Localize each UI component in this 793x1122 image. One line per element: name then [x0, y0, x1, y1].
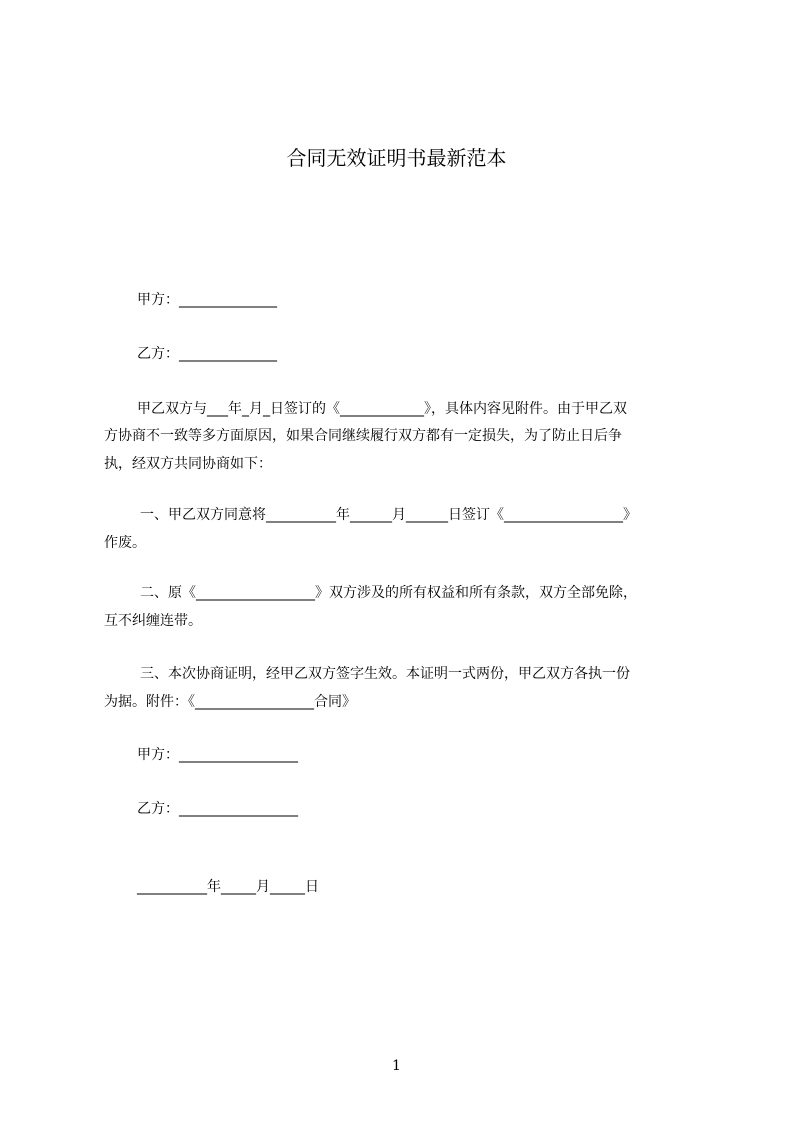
document-title: 合同无效证明书最新范本: [286, 146, 507, 170]
party-a-line: 甲方：______________: [137, 292, 277, 308]
clause-1-line-1: 一、甲乙双方同意将__________年______月______日签订《_________________》: [140, 507, 637, 523]
clause-2-line-1: 二、原《_________________》双方涉及的所有权益和所有条款，双方全部免除，: [140, 585, 637, 601]
clause-1-line-2: 作废。: [104, 535, 146, 551]
date-line: __________年_____月_____日: [137, 879, 319, 895]
clause-3-line-1: 三、本次协商证明，经甲乙双方签字生效。本证明一式两份，甲乙双方各执一份: [140, 666, 630, 682]
intro-line-3: 执，经双方共同协商如下：: [104, 456, 272, 472]
sign-party-b-line: 乙方：_________________: [137, 801, 298, 817]
page-number: 1: [392, 1058, 401, 1074]
party-b-line: 乙方：______________: [137, 346, 277, 362]
intro-line-2: 方协商不一致等多方面原因，如果合同继续履行双方都有一定损失，为了防止日后争: [104, 428, 622, 444]
clause-2-line-2: 互不纠缠连带。: [104, 613, 202, 629]
sign-party-a-line: 甲方：_________________: [137, 747, 298, 763]
intro-line-1: 甲乙双方与___年_月_日签订的《____________》，具体内容见附件。由于甲乙双: [137, 401, 627, 417]
clause-3-line-2: 为据。附件：《_________________合同》: [104, 694, 356, 710]
